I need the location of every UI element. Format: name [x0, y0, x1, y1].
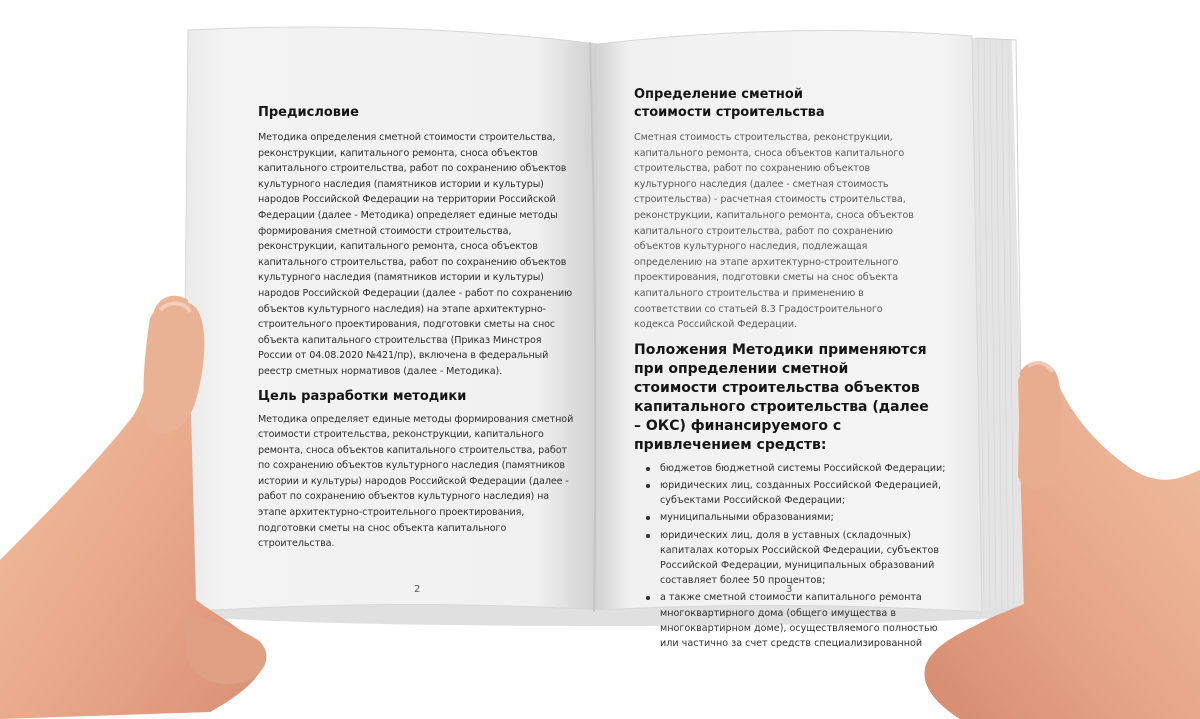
- financing-sources-list: [634, 461, 946, 651]
- list-item: [646, 510, 946, 525]
- list-item-text: муниципальными образованиями;: [660, 512, 834, 524]
- right-heading-definition: Определение сметной стоимости строительства: [634, 87, 825, 120]
- list-item: [646, 528, 946, 589]
- bullet-dot-icon: [646, 484, 650, 488]
- list-item: [646, 590, 946, 651]
- right-page-number: 3: [786, 584, 793, 595]
- list-item: [646, 461, 946, 476]
- right-heading-provisions: Положения Методики применяются при определении сметной стоимости строительства объектов капитального строительства (далее – ОКС) финансируемого с привлечением средств:: [634, 341, 929, 453]
- left-page-number: 2: [414, 584, 421, 595]
- list-item: [646, 478, 946, 508]
- list-item-text: юридических лиц, доля в уставных (складочных) капиталах которых Российской Федерации, субъектов Российской Федерации, муниципальных образований составляет более 50 процентов;: [660, 529, 940, 587]
- left-heading-goal: Цель разработки методики: [258, 388, 467, 404]
- left-preface-paragraph: Методика определения сметной стоимости строительства, реконструкции, капитального ремонта, сноса объектов капитального строительства, работ по сохранению объектов культурного наследия (памятников истории и культуры) народов Российской Федерации на территории Российской Федерации (далее - Методика) определяет единые методы формирования сметной стоимости строительства, реконструкции, капитального ремонта, сноса объектов капитального строительства, работ по сохранению объектов культурного наследия (памятников истории и культуры) народов Российской Федерации (далее - работ по сохранению объектов культурного наследия) на этапе архитектурно-строительного проектирования, подготовки сметы на снос объекта капитального строительства (Приказ Минстроя России от 04.08.2020 №421/пр), включена в федеральный реестр сметных нормативов (далее - Методика).: [258, 132, 573, 377]
- bullet-dot-icon: [646, 516, 650, 520]
- bullet-dot-icon: [646, 534, 650, 538]
- bullet-dot-icon: [646, 467, 650, 471]
- list-item-text: а также сметной стоимости капитального ремонта многоквартирного дома (общего имущества в многоквартирном доме), осуществляемого полностью или частично за счет средств специализированной: [660, 592, 938, 649]
- left-goal-paragraph: Методика определяет единые методы формирования сметной стоимости строительства, реконструкции, капитального ремонта, сноса объектов капитального строительства, работ по сохранению объектов культурного наследия (памятников истории и культуры) народов Российской Федерации (далее - работ по сохранению объектов культурного наследия) на этапе архитектурно-строительного проектирования, подготовки сметы на снос объекта капитального строительства.: [258, 413, 574, 550]
- right-page: [634, 86, 954, 653]
- left-page: [258, 104, 578, 552]
- left-heading-preface: Предисловие: [258, 105, 359, 120]
- list-item-text: юридических лиц, созданных Российской Федерацией, субъектами Российской Федерации;: [660, 479, 941, 507]
- bullet-dot-icon: [646, 596, 650, 600]
- list-item-text: бюджетов бюджетной системы Российской Федерации;: [660, 462, 946, 474]
- right-definition-paragraph: Сметная стоимость строительства, реконструкции, капитального ремонта, сноса объектов капитального строительства, работ по сохранению объектов культурного наследия (далее - сметная стоимость строительства) - расчетная стоимость строительства, реконструкции, капитального ремонта, сноса объектов капитального строительства, работ по сохранению объектов культурного наследия, подлежащая определению на этапе архитектурно-строительного проектирования, подготовки сметы на снос объекта капитального строительства и применению в соответствии со статьей 8.3 Градостроительного кодекса Российской Федерации.: [634, 132, 914, 331]
